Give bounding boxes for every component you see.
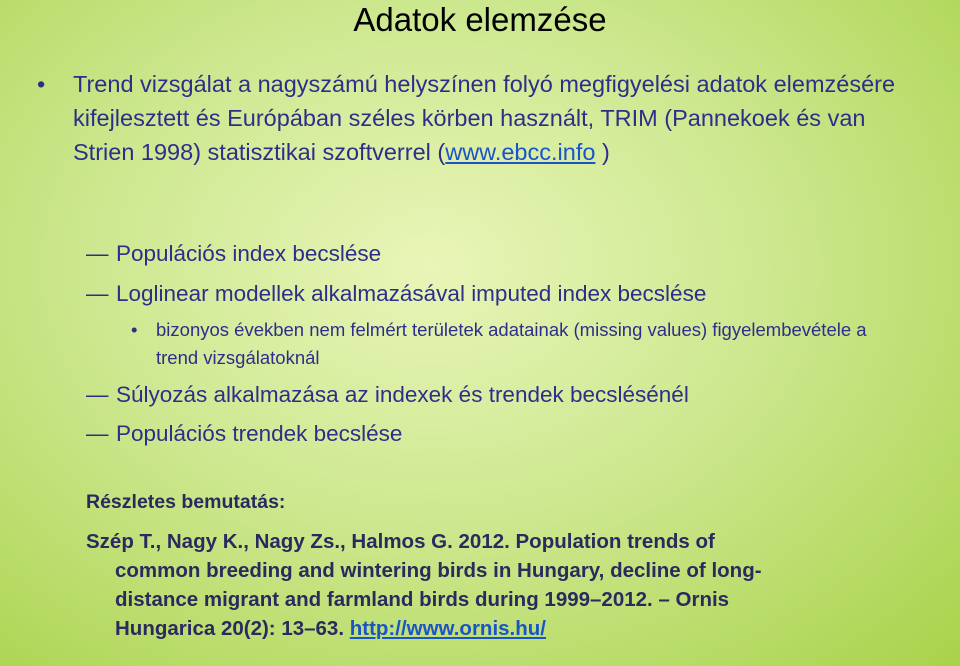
bullet-dot-icon: •: [37, 71, 46, 97]
item-sulyozas-text: Súlyozás alkalmazása az indexek és trendek becslésénél: [116, 382, 689, 407]
bullet-dot-icon: •: [131, 319, 138, 340]
citation-line-2: common breeding and wintering birds in Hungary, decline of long-: [115, 559, 762, 582]
dash-icon: —: [86, 421, 109, 446]
citation-line-4-text: Hungarica 20(2): 13–63.: [115, 617, 350, 640]
ornis-link[interactable]: http://www.ornis.hu/: [349, 617, 546, 640]
citation-line-1: Szép T., Nagy K., Nagy Zs., Halmos G. 2012. Population trends of: [86, 530, 715, 553]
item-loglinear-text: Loglinear modellek alkalmazásával imputed index becslése: [116, 281, 707, 306]
main-bullet-text-after: ): [595, 139, 610, 165]
main-bullet-text: [73, 67, 913, 169]
slide-title: Adatok elemzése: [353, 1, 607, 38]
dash-icon: —: [86, 382, 109, 407]
sub-bullet-missing-values-text: bizonyos években nem felmért területek adatainak (missing values) figyelembevétele a trend vizsgálatoknál: [156, 319, 867, 368]
item-populacios-index-text: Populációs index becslése: [116, 241, 382, 266]
main-bullet-text-before: Trend vizsgálat a nagyszámú helyszínen folyó megfigyelési adatok elemzésére kifejlesztett és Európában széles körben használt, TRIM (Pannekoek és van Strien 1998) statisztikai szoftverrel (: [73, 71, 896, 165]
item-populacios-trendek-text: Populációs trendek becslése: [116, 421, 403, 446]
citation-line-3: distance migrant and farmland birds during 1999–2012. – Ornis: [115, 588, 730, 611]
citation: [86, 527, 886, 643]
dash-icon: —: [86, 281, 109, 306]
dash-icon: —: [86, 241, 109, 266]
details-label: Részletes bemutatás:: [86, 491, 286, 513]
citation-line-4: [86, 614, 886, 643]
ebcc-link[interactable]: www.ebcc.info: [445, 139, 596, 165]
